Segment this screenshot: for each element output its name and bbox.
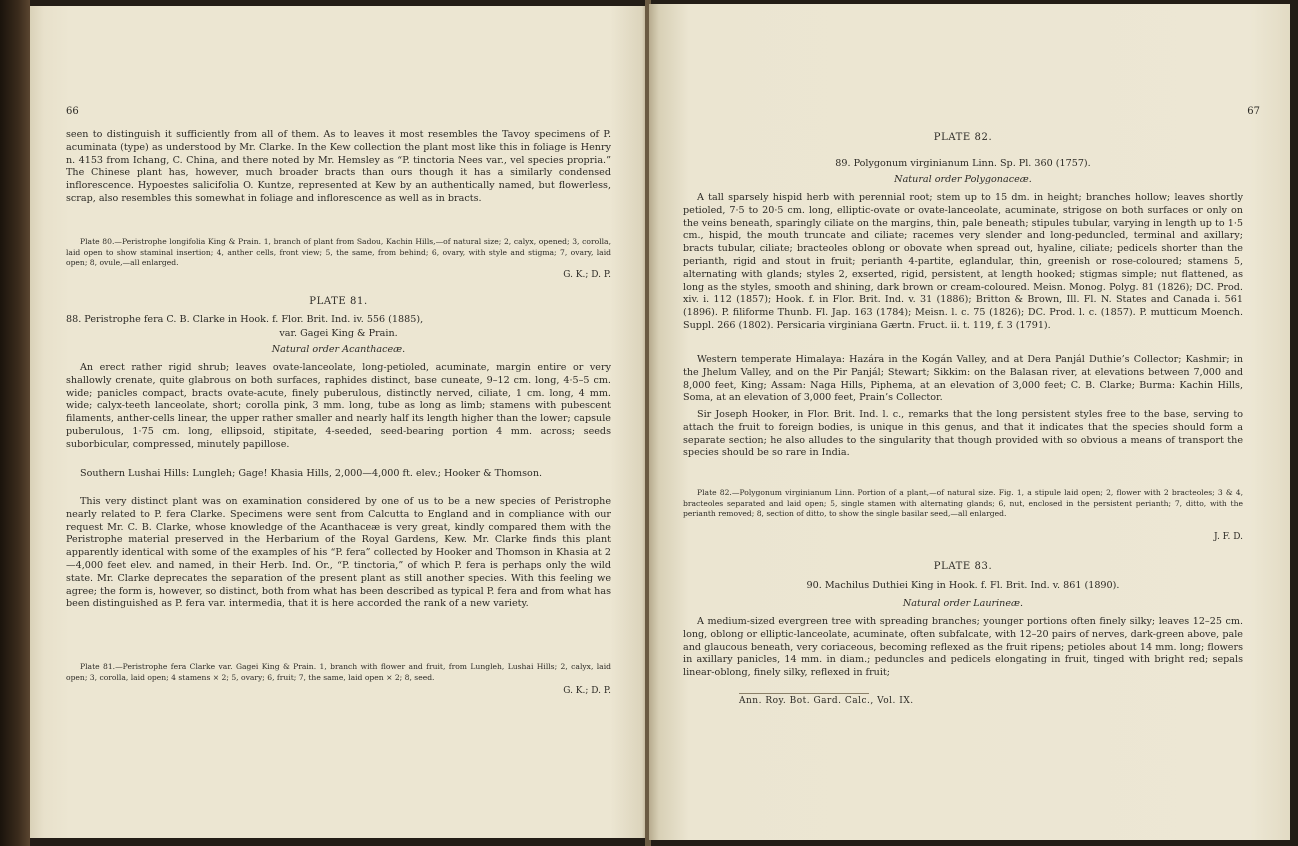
plate82-distribution: Western temperate Himalaya: Hazára in the Kogán Valley, and at Dera Panjál Duthie’s Collector; Kashmir; in the Jhelum Valley, and on the Pir Panjál; Stewart; Sikkim: on the Balasan river, at elevations between 7,000 and 8,000 feet, King; Assam: Naga Hills, Piphema, at an elevation of 3,000 feet; C. B. Clarke; Burma: Kachin Hills, Soma, at an elevation of 3,000 feet, Prain’s Collector. (683, 354, 1243, 404)
plate83-title: PLATE 83. (933, 561, 993, 572)
plate81-discussion: This very distinct plant was on examination considered by one of us to be a new species of Peristrophe nearly related to P. fera Clarke. Specimens were sent from Calcutta to England and in compliance with our request Mr. C. B. Clarke, whose knowledge of the Acanthaceæ is very great, kindly compared them with the Peristrophe material preserved in the Herbarium of the Royal Gardens, Kew. Mr. Clarke finds this plant apparently identical with some of the examples of his “P. fera” collected by Hooker and Thomson in Khasia at 2—4,000 feet elev. and named, in their Herb. Ind. Or., “P. tinctoria,” of which P. fera is perhaps only the wild state. Mr. Clarke deprecates the separation of the present plant as still another species. With this feeling we agree; the form is, however, so distinct, both from what has been described as typical P. fera and from what has been distinguished as P. fera var. intermedia, that it is here accorded the rank of a new variety. (66, 496, 611, 610)
page-number-right: 67 (1247, 106, 1260, 117)
intro-paragraph: seen to distinguish it sufficiently from all of them. As to leaves it most resembles the Tavoy specimens of P. acuminata (type) as understood by Mr. Clarke. In the Kew collection the plant most like this in foliage is Henry n. 4153 from Ichang, C. China, and there noted by Mr. Hemsley as “P. tinctoria Nees var., vel species propria.” The Chinese plant has, however, much broader bracts than ours though it has a similarly condensed inflorescence. Hypoestes salicifolia O. Kuntze, represented at Kew by an authentically named, but flowerless, scrap, also resembles this somewhat in foliage and inflorescence as well as in bracts. (66, 129, 611, 204)
plate82-description: A tall sparsely hispid herb with perennial root; stem up to 15 dm. in height; branches hollow; leaves shortly petioled, 7·5 to 20·5 cm. long, elliptic-ovate or ovate-lanceolate, acuminate, strigose on both surfaces or only on the veins beneath, sparingly ciliate on the margins, thin, pale beneath; stipules tubular, varying in length up to 1·5 cm., hispid, the mouth truncate and ciliate; racemes very slender and long-peduncled, terminal and axillary; bracts tubular, ciliate; bracteoles oblong or obovate when spread out, hyaline, ciliate; pedicels shorter than the perianth, rigid and stout in fruit; perianth 4-partite, eglandular, thin, greenish or rose-coloured; stamens 5, alternating with glands; styles 2, exserted, rigid, persistent, at length hooked; stigmas simple; nut flattened, as long as the styles, smooth and shining, dark brown or cream-coloured. Meisn. Monog. Polyg. 81 (1826); DC. Prod. xiv. i. 112 (1857); Hook. f. in Flor. Brit. Ind. v. 31 (1886); Britton & Brown, Ill. Fl. N. States and Canada i. 561 (1896). P. filiforme Thunb. Fl. Jap. 163 (1784); Meisn. l. c. 75 (1826); DC. Prod. l. c. (1857). P. mutticum Moench. Suppl. 266 (1802). Persicaria virginiana Gærtn. Fruct. ii. t. 119, f. 3 (1791). (683, 192, 1243, 331)
plate83-description: A medium-sized evergreen tree with spreading branches; younger portions often finely silky; leaves 12–25 cm. long, oblong or elliptic-lanceolate, acuminate, often subfalcate, with 12–20 pairs of nerves, dark-green above, pale and glaucous beneath, very coriaceous, becoming reflexed as the fruit ripens; petioles about 14 mm. long; flowers in axillary panicles, 14 mm. in diam.; peduncles and pedicels elongating in fruit, tinged with bright red; sepals linear-oblong, finely silky, reflexed in fruit; (683, 616, 1243, 679)
journal-footer: Ann. Roy. Bot. Gard. Calc., Vol. IX. (739, 696, 914, 706)
species-line-88: 88. Peristrophe fera C. B. Clarke in Hook. f. Flor. Brit. Ind. iv. 556 (1885), (66, 314, 424, 325)
natural-order-polygonaceae: Natural order Polygonaceæ. (894, 174, 1032, 185)
plate81-description: An erect rather rigid shrub; leaves ovate-lanceolate, long-petioled, acuminate, margin entire or very shallowly crenate, quite glabrous on both surfaces, raphides distinct, base cuneate, 9–12 cm. long, 4·5–5 cm. wide; panicles compact, bracts ovate-acute, finely puberulous, distinctly nerved, ciliate, 1 cm. long, 4 mm. wide; calyx-teeth lanceolate, short; corolla pink, 3 mm. long, tube as long as limb; stamens with pubescent filaments, anther-cells linear, the upper rather smaller and nearly half its length higher than the lower; capsule puberulous, 1·75 cm. long, ellipsoid, stipitate, 4-seeded, seed-bearing portion 4 mm. across; seeds suborbicular, compressed, minutely papillose. (66, 362, 611, 450)
species-line-89: 89. Polygonum virginianum Linn. Sp. Pl. 360 (1757). (835, 158, 1091, 169)
plate82-signature: J. F. D. (1214, 532, 1243, 542)
footer-rule (739, 693, 869, 694)
natural-order-acanthaceae: Natural order Acanthaceæ. (271, 344, 406, 355)
natural-order-laurineae: Natural order Laurineæ. (902, 598, 1024, 609)
plate81-caption: Plate 81.—Peristrophe fera Clarke var. Gagei King & Prain. 1, branch with flower and fruit, from Lungleh, Lushai Hills; 2, calyx, laid open; 3, corolla, laid open; 4 stamens × 2; 5, ovary; 6, fruit; 7, the same, laid open × 2; 8, seed. (66, 662, 611, 682)
species-line-90: 90. Machilus Duthiei King in Hook. f. Fl. Brit. Ind. v. 861 (1890). (806, 580, 1120, 591)
plate80-signature: G. K.; D. P. (563, 270, 611, 280)
plate82-title: PLATE 82. (933, 132, 993, 143)
plate82-caption: Plate 82.—Polygonum virginianum Linn. Portion of a plant,—of natural size. Fig. 1, a stipule laid open; 2, flower with 2 bracteoles; 3 & 4, bracteoles separated and laid open; 5, single stamen with alternating glands; 6, nut, enclosed in the persistent perianth; 7, ditto, with the perianth removed; 8, section of ditto, to show the single basilar seed,—all enlarged. (683, 488, 1243, 519)
species-variety-line: var. Gagei King & Prain. (279, 328, 398, 339)
right-page (649, 4, 1290, 840)
plate82-discussion: Sir Joseph Hooker, in Flor. Brit. Ind. l. c., remarks that the long persistent styles free to the base, serving to attach the fruit to foreign bodies, is unique in this genus, and that it indicates that the species should form a separate section; he also alludes to the singularity that though provided with so obvious a means of transport the species should be so rare in India. (683, 409, 1243, 459)
plate81-distribution: Southern Lushai Hills: Lungleh; Gage! Khasia Hills, 2,000—4,000 ft. elev.; Hooker & Thomson. (80, 468, 543, 479)
plate81-title: PLATE 81. (309, 296, 368, 307)
book-spine (0, 0, 30, 846)
plate80-caption: Plate 80.—Peristrophe longifolia King & Prain. 1, branch of plant from Sadou, Kachin Hills,—of natural size; 2, calyx, opened; 3, corolla, laid open to show staminal insertion; 4, anther cells, front view; 5, the same, from behind; 6, ovary, with style and stigma; 7, ovary, laid open; 8, ovule,—all enlarged. (66, 237, 611, 268)
plate81-signature: G. K.; D. P. (563, 686, 611, 696)
left-page (30, 6, 647, 838)
page-number-left: 66 (66, 106, 79, 117)
